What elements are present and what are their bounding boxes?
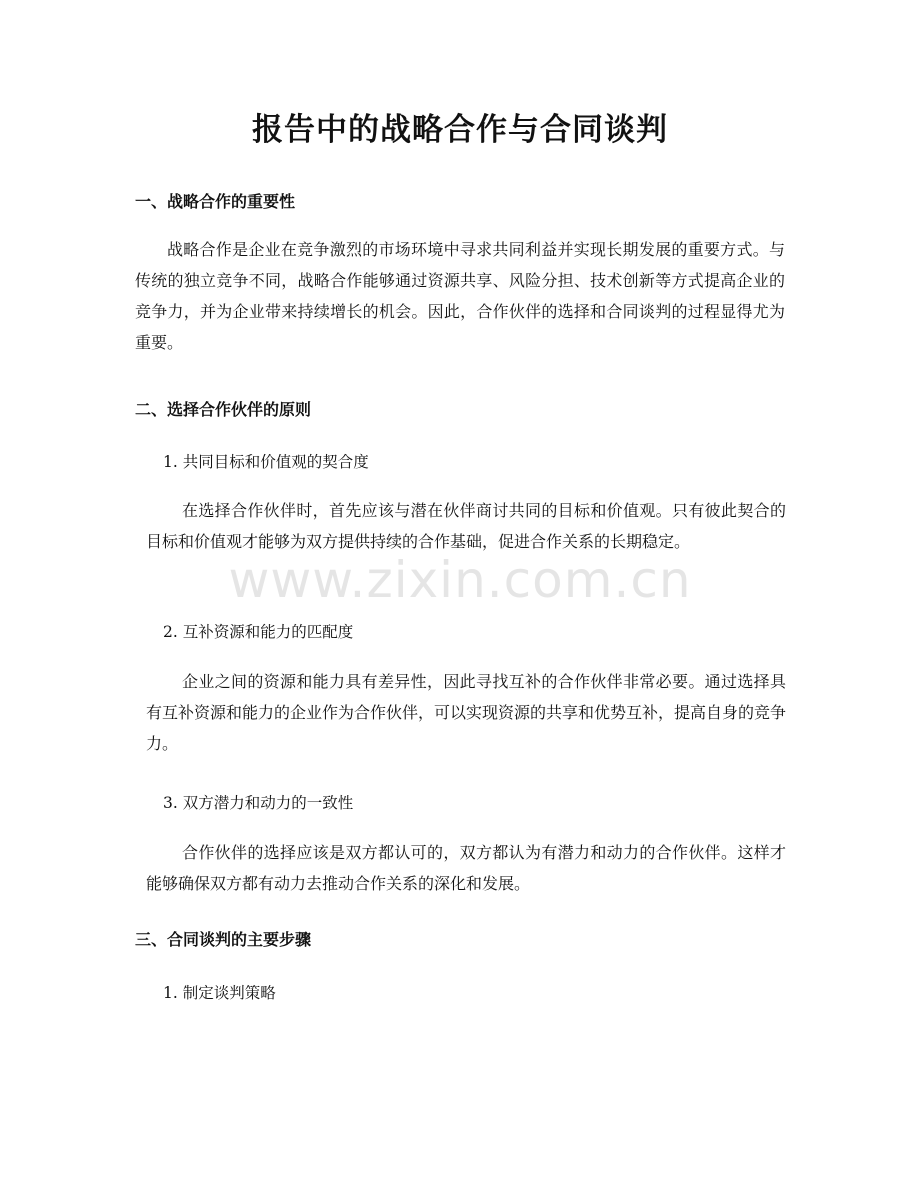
list-item-2-3: 3. 双方潜力和动力的一致性 (163, 794, 354, 812)
document-title: 报告中的战略合作与合同谈判 (252, 112, 668, 148)
list-item-2-2: 2. 互补资源和能力的匹配度 (163, 623, 354, 641)
watermark: www.zixin.com.cn (228, 551, 692, 609)
paragraph-2-2: 企业之间的资源和能力具有差异性，因此寻找互补的合作伙伴非常必要。通过选择具有互补资源和能力的企业作为合作伙伴，可以实现资源的共享和优势互补，提高自身的竞争力。 (146, 672, 787, 753)
paragraph-2-1: 在选择合作伙伴时，首先应该与潜在伙伴商讨共同的目标和价值观。只有彼此契合的目标和价值观才能够为双方提供持续的合作基础，促进合作关系的长期稳定。 (146, 501, 786, 551)
section-heading-2: 二、选择合作伙伴的原则 (135, 400, 312, 419)
section-1-paragraph: 战略合作是企业在竞争激烈的市场环境中寻求共同利益并实现长期发展的重要方式。与传统的独立竞争不同，战略合作能够通过资源共享、风险分担、技术创新等方式提高企业的竞争力，并为企业带来持续增长的机会。因此，合作伙伴的选择和合同谈判的过程显得尤为重要。 (135, 240, 785, 352)
list-item-3-1: 1. 制定谈判策略 (163, 984, 276, 1002)
section-heading-1: 一、战略合作的重要性 (135, 192, 296, 211)
section-heading-3: 三、合同谈判的主要步骤 (135, 930, 312, 949)
paragraph-2-3: 合作伙伴的选择应该是双方都认可的，双方都认为有潜力和动力的合作伙伴。这样才能够确保双方都有动力去推动合作关系的深化和发展。 (146, 843, 786, 893)
list-item-2-1: 1. 共同目标和价值观的契合度 (163, 453, 369, 471)
